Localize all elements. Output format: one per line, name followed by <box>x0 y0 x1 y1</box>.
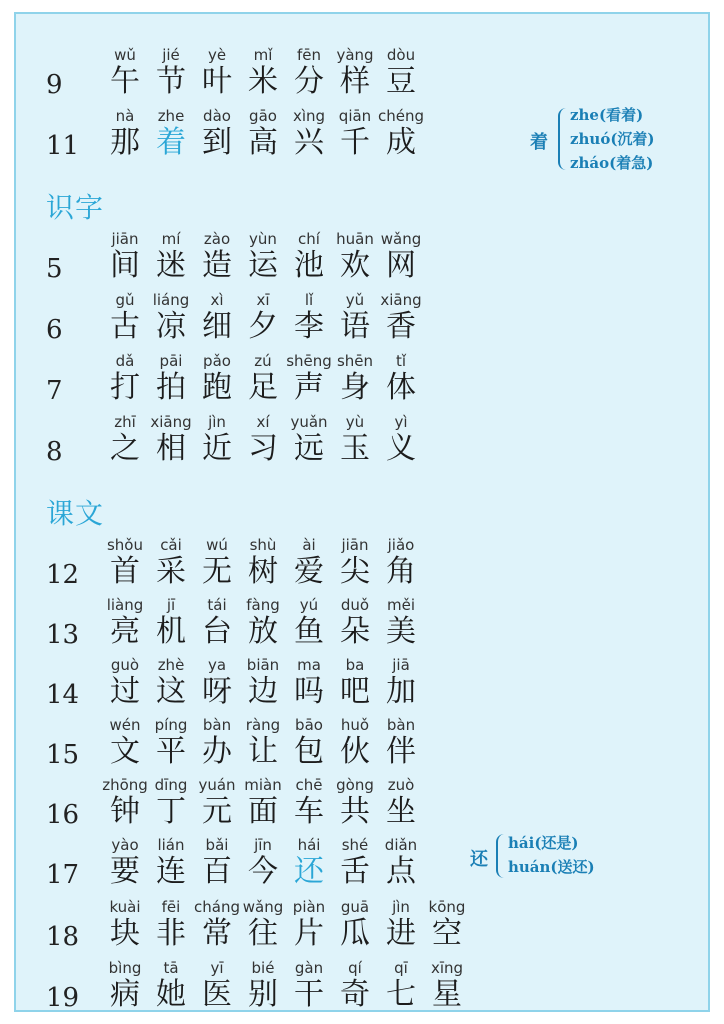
pinyin: diǎn <box>384 836 418 854</box>
hanzi: 打 <box>110 370 140 405</box>
hanzi: 夕 <box>248 309 278 344</box>
pinyin: ba <box>345 656 365 674</box>
brace-icon <box>558 108 568 170</box>
hanzi: 包 <box>294 734 324 769</box>
pinyin: xí <box>256 413 270 431</box>
hanzi: 加 <box>386 674 416 709</box>
lesson-number: 11 <box>46 131 80 161</box>
pinyin: tái <box>207 596 227 614</box>
hanzi: 坐 <box>386 794 416 829</box>
hanzi: 豆 <box>386 64 416 99</box>
lesson-number: 5 <box>46 254 63 284</box>
lesson-number: 8 <box>46 437 63 467</box>
hanzi: 今 <box>248 854 278 889</box>
section-title-shizi: 识字 <box>46 191 105 224</box>
lesson-row <box>16 291 536 349</box>
pinyin: fēi <box>161 898 181 916</box>
pinyin: yùn <box>249 230 277 248</box>
hanzi: 丁 <box>156 794 186 829</box>
pinyin: měi <box>386 596 415 614</box>
hanzi: 她 <box>156 977 186 1012</box>
pinyin: guò <box>110 656 140 674</box>
character-cell <box>378 291 424 349</box>
hanzi: 网 <box>386 248 416 283</box>
pinyin: bàn <box>386 716 416 734</box>
hanzi: 细 <box>202 309 232 344</box>
hanzi: 相 <box>156 431 186 466</box>
hanzi: 凉 <box>156 309 186 344</box>
brace-icon <box>496 834 506 878</box>
hanzi: 叶 <box>202 64 232 99</box>
lesson-number: 14 <box>46 680 80 710</box>
pinyin: qiān <box>338 107 372 125</box>
pinyin: wǎng <box>380 230 422 248</box>
hanzi: 块 <box>110 916 140 951</box>
pinyin: zuò <box>387 776 415 794</box>
hanzi: 台 <box>202 614 232 649</box>
lesson-number: 17 <box>46 860 80 890</box>
pinyin: duǒ <box>340 596 370 614</box>
pinyin: yào <box>111 836 139 854</box>
hanzi: 面 <box>248 794 278 829</box>
hanzi: 办 <box>202 734 232 769</box>
lesson-row <box>16 352 536 410</box>
pinyin: ma <box>297 656 321 674</box>
hanzi: 奇 <box>340 977 370 1012</box>
pinyin: pǎo <box>203 352 231 370</box>
pinyin: yì <box>394 413 408 431</box>
hanzi: 伴 <box>386 734 416 769</box>
pinyin: zào <box>203 230 231 248</box>
hanzi: 分 <box>294 64 324 99</box>
lesson-row <box>16 898 536 956</box>
pinyin: qí <box>348 959 362 977</box>
pinyin: gǔ <box>115 291 135 309</box>
hanzi: 首 <box>110 554 140 589</box>
hanzi: 近 <box>202 431 232 466</box>
hanzi: 吧 <box>340 674 370 709</box>
pinyin: ài <box>302 536 316 554</box>
hanzi: 文 <box>110 734 140 769</box>
hanzi: 车 <box>294 794 324 829</box>
pinyin: shé <box>341 836 369 854</box>
pinyin: wén <box>109 716 141 734</box>
character-cell <box>378 716 424 774</box>
pinyin: shēng <box>286 352 332 370</box>
lesson-row <box>16 596 536 654</box>
pinyin: xiāng <box>150 413 192 431</box>
pinyin: liàng <box>106 596 144 614</box>
pinyin: xìng <box>292 107 326 125</box>
pinyin: chē <box>295 776 323 794</box>
pinyin: shù <box>249 536 277 554</box>
pinyin: lǐ <box>304 291 314 309</box>
hanzi: 那 <box>110 125 140 160</box>
pinyin: cǎi <box>160 536 182 554</box>
pinyin: bié <box>251 959 275 977</box>
hanzi: 造 <box>202 248 232 283</box>
lesson-row <box>16 716 536 774</box>
hanzi: 元 <box>202 794 232 829</box>
pinyin: dǎ <box>115 352 135 370</box>
pinyin: piàn <box>292 898 326 916</box>
pinyin: guā <box>340 898 370 916</box>
hanzi: 兴 <box>294 125 324 160</box>
pinyin: gāo <box>249 107 277 125</box>
pinyin: píng <box>154 716 188 734</box>
polyphone-reading: zháo(着急) <box>570 154 654 172</box>
hanzi: 李 <box>294 309 324 344</box>
hanzi: 树 <box>248 554 278 589</box>
hanzi: 运 <box>248 248 278 283</box>
pinyin: fēn <box>296 46 322 64</box>
hanzi: 鱼 <box>294 614 324 649</box>
hanzi: 点 <box>386 854 416 889</box>
pinyin: huān <box>336 230 374 248</box>
pinyin: yú <box>299 596 319 614</box>
hanzi: 舌 <box>340 854 370 889</box>
polyphone-note-hai <box>470 832 640 884</box>
lesson-number: 18 <box>46 922 80 952</box>
pinyin: wǎng <box>242 898 284 916</box>
pinyin: lián <box>157 836 185 854</box>
hanzi: 午 <box>110 64 140 99</box>
pinyin: tǐ <box>395 352 407 370</box>
lesson-row <box>16 536 536 594</box>
hanzi: 高 <box>248 125 278 160</box>
pinyin: chí <box>298 230 320 248</box>
hanzi: 让 <box>248 734 278 769</box>
lesson-number: 16 <box>46 800 80 830</box>
hanzi: 无 <box>202 554 232 589</box>
pinyin: bǎi <box>205 836 229 854</box>
character-cell <box>424 959 470 1012</box>
lesson-row <box>16 413 536 471</box>
character-cell <box>378 836 424 894</box>
pinyin: jī <box>166 596 176 614</box>
character-cell <box>424 898 470 956</box>
hanzi: 着 <box>156 125 186 160</box>
hanzi: 医 <box>202 977 232 1012</box>
hanzi: 尖 <box>340 554 370 589</box>
lesson-row <box>16 776 536 834</box>
hanzi: 义 <box>386 431 416 466</box>
polyphone-char: 还 <box>470 849 488 870</box>
pinyin: mǐ <box>253 46 273 64</box>
hanzi: 迷 <box>156 248 186 283</box>
hanzi: 亮 <box>110 614 140 649</box>
hanzi: 连 <box>156 854 186 889</box>
polyphone-reading: hái(还是) <box>508 834 579 852</box>
lesson-number: 19 <box>46 983 80 1012</box>
character-cell <box>378 46 424 104</box>
pinyin: zhī <box>114 413 136 431</box>
pinyin: kōng <box>428 898 466 916</box>
pinyin: miàn <box>244 776 282 794</box>
hanzi: 伙 <box>340 734 370 769</box>
lesson-number: 13 <box>46 620 80 650</box>
pinyin: yǔ <box>345 291 365 309</box>
pinyin: wú <box>206 536 228 554</box>
hanzi: 片 <box>294 916 324 951</box>
hanzi: 过 <box>110 674 140 709</box>
pinyin: shēn <box>336 352 374 370</box>
polyphone-char: 着 <box>530 132 548 153</box>
hanzi: 这 <box>156 674 186 709</box>
pinyin: dòu <box>386 46 416 64</box>
pinyin: jiān <box>111 230 139 248</box>
pinyin: dīng <box>154 776 188 794</box>
hanzi: 玉 <box>340 431 370 466</box>
pinyin: yuán <box>198 776 236 794</box>
hanzi: 朵 <box>340 614 370 649</box>
lesson-row <box>16 46 536 104</box>
hanzi: 非 <box>156 916 186 951</box>
pinyin: jīn <box>254 836 272 854</box>
hanzi: 样 <box>340 64 370 99</box>
lesson-row <box>16 656 536 714</box>
hanzi: 干 <box>294 977 324 1012</box>
pinyin: yè <box>207 46 227 64</box>
hanzi: 跑 <box>202 370 232 405</box>
lesson-row <box>16 836 536 894</box>
hanzi: 要 <box>110 854 140 889</box>
pinyin: qī <box>394 959 408 977</box>
pinyin: yàng <box>336 46 374 64</box>
hanzi: 百 <box>202 854 232 889</box>
lesson-number: 9 <box>46 70 63 100</box>
section-title-kewen: 课文 <box>46 497 105 530</box>
pinyin: xī <box>256 291 270 309</box>
character-cell <box>378 596 424 654</box>
pinyin: yuǎn <box>290 413 328 431</box>
pinyin: chéng <box>377 107 424 125</box>
pinyin: zú <box>254 352 272 370</box>
hanzi: 间 <box>110 248 140 283</box>
pinyin: bìng <box>108 959 142 977</box>
hanzi: 角 <box>386 554 416 589</box>
pinyin: yù <box>345 413 365 431</box>
pinyin: xīng <box>430 959 464 977</box>
pinyin: yī <box>210 959 224 977</box>
hanzi: 往 <box>248 916 278 951</box>
hanzi: 古 <box>110 309 140 344</box>
hanzi: 进 <box>386 916 416 951</box>
pinyin: xiāng <box>380 291 422 309</box>
hanzi: 吗 <box>294 674 324 709</box>
pinyin: bàn <box>202 716 232 734</box>
pinyin: cháng <box>194 898 240 916</box>
pinyin: jìn <box>392 898 410 916</box>
hanzi: 空 <box>432 916 462 951</box>
hanzi: 成 <box>386 125 416 160</box>
hanzi: 边 <box>248 674 278 709</box>
hanzi: 瓜 <box>340 916 370 951</box>
pinyin: hái <box>297 836 321 854</box>
hanzi: 呀 <box>202 674 232 709</box>
pinyin: kuài <box>109 898 141 916</box>
pinyin: jìn <box>208 413 226 431</box>
lesson-number: 7 <box>46 376 63 406</box>
hanzi: 香 <box>386 309 416 344</box>
hanzi: 到 <box>202 125 232 160</box>
pinyin: shǒu <box>106 536 143 554</box>
pinyin: zhōng <box>102 776 148 794</box>
hanzi: 节 <box>156 64 186 99</box>
pinyin: ya <box>207 656 227 674</box>
hanzi: 体 <box>386 370 416 405</box>
polyphone-reading: huán(送还) <box>508 858 595 876</box>
pinyin: jiǎo <box>387 536 415 554</box>
pinyin: fàng <box>246 596 280 614</box>
hanzi: 钟 <box>110 794 140 829</box>
hanzi: 欢 <box>340 248 370 283</box>
hanzi: 常 <box>202 916 232 951</box>
hanzi: 共 <box>340 794 370 829</box>
hanzi: 千 <box>340 125 370 160</box>
pinyin: gòng <box>336 776 374 794</box>
hanzi: 身 <box>340 370 370 405</box>
hanzi: 星 <box>432 977 462 1012</box>
polyphone-note-zhe <box>530 104 700 178</box>
hanzi: 习 <box>248 431 278 466</box>
pinyin: liáng <box>152 291 190 309</box>
polyphone-reading: zhuó(沉着) <box>570 130 655 148</box>
pinyin: biān <box>246 656 280 674</box>
pinyin: nà <box>115 107 135 125</box>
character-cell <box>378 536 424 594</box>
hanzi: 别 <box>248 977 278 1012</box>
pinyin: jié <box>162 46 180 64</box>
character-cell <box>378 230 424 288</box>
hanzi: 放 <box>248 614 278 649</box>
hanzi: 之 <box>110 431 140 466</box>
pinyin: tā <box>163 959 179 977</box>
character-cell <box>378 107 424 165</box>
pinyin: jiān <box>341 536 369 554</box>
pinyin: zhè <box>157 656 185 674</box>
hanzi: 远 <box>294 431 324 466</box>
hanzi: 爱 <box>294 554 324 589</box>
lesson-number: 12 <box>46 560 80 590</box>
hanzi: 采 <box>156 554 186 589</box>
hanzi: 拍 <box>156 370 186 405</box>
pinyin: zhe <box>157 107 185 125</box>
pinyin: pāi <box>159 352 183 370</box>
lesson-row <box>16 107 536 165</box>
lesson-number: 15 <box>46 740 80 770</box>
character-cell <box>378 656 424 714</box>
pinyin: wǔ <box>114 46 136 64</box>
hanzi: 声 <box>294 370 324 405</box>
pinyin: dào <box>203 107 231 125</box>
polyphone-reading: zhe(看着) <box>570 106 644 124</box>
hanzi: 机 <box>156 614 186 649</box>
character-cell <box>378 413 424 471</box>
pinyin: ràng <box>245 716 281 734</box>
character-cell <box>378 776 424 834</box>
pinyin: xì <box>210 291 224 309</box>
character-cell <box>378 352 424 410</box>
hanzi: 平 <box>156 734 186 769</box>
hanzi: 池 <box>294 248 324 283</box>
vocabulary-page <box>14 12 710 1012</box>
pinyin: huǒ <box>340 716 370 734</box>
hanzi: 病 <box>110 977 140 1012</box>
hanzi: 语 <box>340 309 370 344</box>
lesson-number: 6 <box>46 315 63 345</box>
hanzi: 还 <box>294 854 324 889</box>
pinyin: bāo <box>295 716 323 734</box>
hanzi: 米 <box>248 64 278 99</box>
lesson-row <box>16 959 536 1012</box>
hanzi: 足 <box>248 370 278 405</box>
lesson-row <box>16 230 536 288</box>
pinyin: mí <box>161 230 181 248</box>
pinyin: jiā <box>392 656 410 674</box>
pinyin: gàn <box>294 959 324 977</box>
hanzi: 美 <box>386 614 416 649</box>
hanzi: 七 <box>386 977 416 1012</box>
